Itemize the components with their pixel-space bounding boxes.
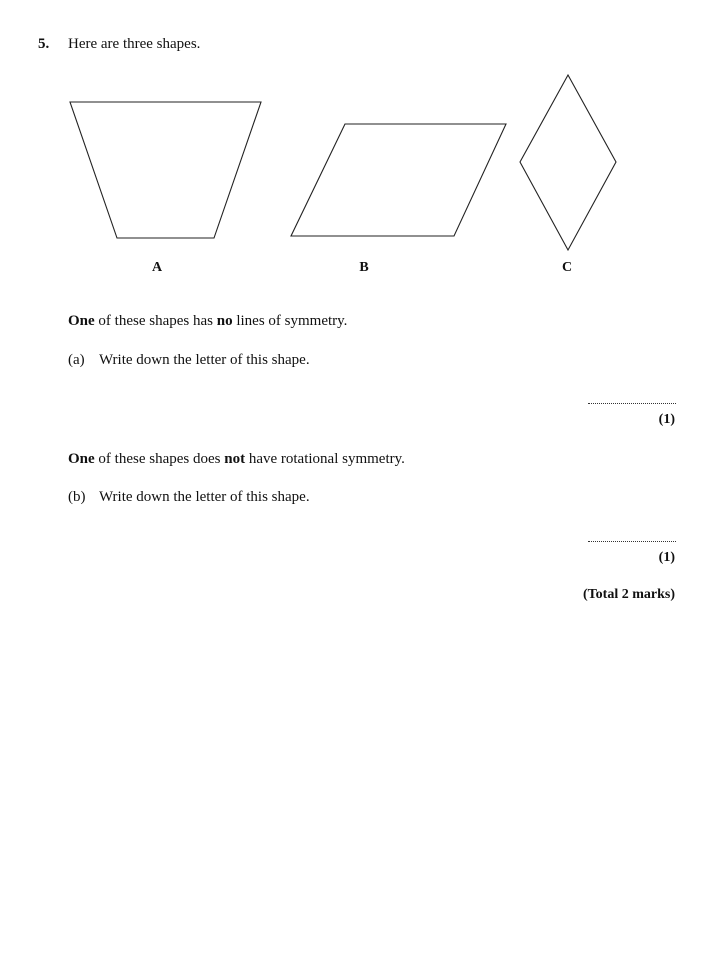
statement-b-text-1: of these shapes does bbox=[94, 451, 225, 467]
statement-b-text-2: have rotational symmetry. bbox=[245, 451, 405, 467]
part-b bbox=[68, 489, 310, 506]
part-a-text: Write down the letter of this shape. bbox=[99, 352, 310, 368]
part-b-label: (b) bbox=[68, 489, 86, 505]
shape-c-rhombus bbox=[520, 75, 616, 250]
question-number: 5. bbox=[38, 36, 50, 52]
statement-b-bold-1: One bbox=[68, 451, 95, 467]
total-marks: (Total 2 marks) bbox=[582, 587, 675, 602]
shape-label-c: C bbox=[561, 260, 573, 275]
shapes-figure bbox=[0, 0, 720, 300]
statement-b-bold-2: not bbox=[224, 451, 246, 467]
answer-a-line[interactable] bbox=[588, 403, 676, 404]
shape-b-parallelogram bbox=[291, 124, 506, 236]
question-intro: Here are three shapes. bbox=[68, 36, 201, 52]
shape-label-b: B bbox=[359, 260, 369, 275]
answer-b-marks: (1) bbox=[658, 550, 675, 565]
statement-a-bold-2: no bbox=[216, 313, 233, 329]
part-b-text: Write down the letter of this shape. bbox=[99, 489, 310, 505]
statement-no-symmetry bbox=[68, 313, 347, 330]
answer-b-line[interactable] bbox=[588, 541, 676, 542]
statement-a-text-2: lines of symmetry. bbox=[232, 313, 348, 329]
shape-label-a: A bbox=[151, 260, 163, 275]
statement-not-rotational bbox=[68, 451, 405, 468]
statement-a-bold-1: One bbox=[68, 313, 95, 329]
part-a-label: (a) bbox=[68, 352, 85, 368]
statement-a-text-1: of these shapes has bbox=[94, 313, 217, 329]
answer-a-marks: (1) bbox=[658, 412, 675, 427]
part-a bbox=[68, 352, 310, 369]
shape-a-trapezium bbox=[70, 102, 261, 238]
